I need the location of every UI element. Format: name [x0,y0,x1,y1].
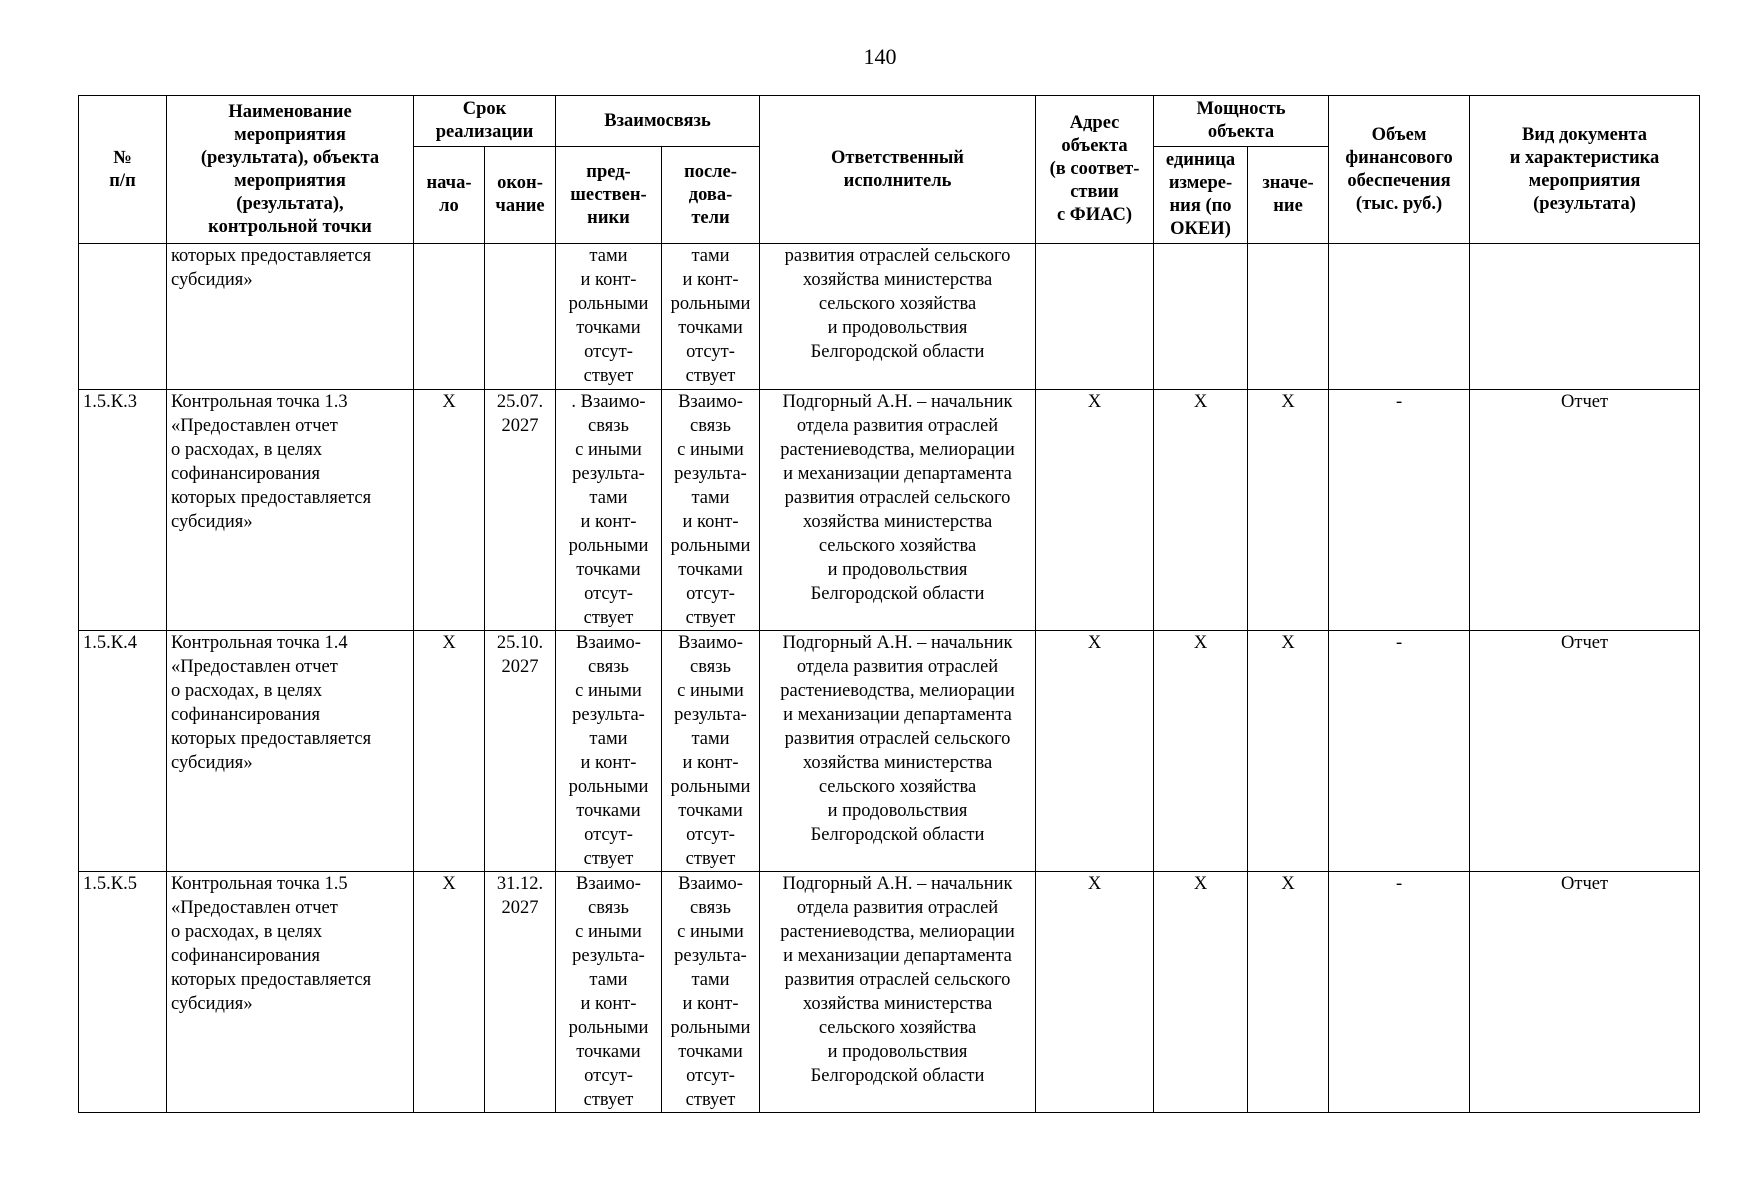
header-name: Наименование мероприятия (результата), объекта мероприятия (результата), контрольной точки [167,96,414,244]
row-value [1248,244,1329,390]
row-address [1036,244,1154,390]
page-number: 140 [863,44,897,69]
header-term: Срок реализации [414,96,556,147]
row-doc [1470,244,1700,390]
row-value: Х [1248,631,1329,872]
table-row [79,244,1700,390]
row-unit: Х [1154,390,1248,631]
row-name: Контрольная точка 1.3 «Предоставлен отчет о расходах, в целях софинансирования которых предоставляется субсидия» [167,390,414,631]
row-doc: Отчет [1470,872,1700,1113]
row-doc: Отчет [1470,631,1700,872]
header-address: Адрес объекта (в соответ- ствии с ФИАС) [1036,96,1154,244]
row-unit [1154,244,1248,390]
row-start: Х [414,872,485,1113]
row-successors: Взаимо- связь с иными результа- тами и конт- рольными точками отсут- ствует [662,631,760,872]
row-funding: - [1329,631,1470,872]
row-funding: - [1329,872,1470,1113]
row-number [79,244,167,390]
row-start: Х [414,631,485,872]
table-row [79,872,1700,1113]
row-unit: Х [1154,631,1248,872]
row-name: которых предоставляется субсидия» [167,244,414,390]
row-number: 1.5.К.5 [79,872,167,1113]
row-responsible: Подгорный А.Н. – начальник отдела развития отраслей растениеводства, мелиорации и механизации департамента развития отраслей сельского хозяйства министерства сельского хозяйства и продовольствия Белгородской области [760,390,1036,631]
row-value: Х [1248,872,1329,1113]
row-predecessors: тами и конт- рольными точками отсут- ствует [556,244,662,390]
row-start [414,244,485,390]
row-number: 1.5.К.4 [79,631,167,872]
row-number: 1.5.К.3 [79,390,167,631]
row-responsible: Подгорный А.Н. – начальник отдела развития отраслей растениеводства, мелиорации и механизации департамента развития отраслей сельского хозяйства министерства сельского хозяйства и продовольствия Белгородской области [760,631,1036,872]
header-funding: Объем финансового обеспечения (тыс. руб.) [1329,96,1470,244]
row-successors: тами и конт- рольными точками отсут- ствует [662,244,760,390]
row-responsible: развития отраслей сельского хозяйства министерства сельского хозяйства и продовольствия Белгородской области [760,244,1036,390]
header-unit: единица измере- ния (по ОКЕИ) [1154,147,1248,244]
row-predecessors: . Взаимо- связь с иными результа- тами и конт- рольными точками отсут- ствует [556,390,662,631]
row-name: Контрольная точка 1.4 «Предоставлен отчет о расходах, в целях софинансирования которых предоставляется субсидия» [167,631,414,872]
header-successors: после- дова- тели [662,147,760,244]
row-successors: Взаимо- связь с иными результа- тами и конт- рольными точками отсут- ствует [662,390,760,631]
row-predecessors: Взаимо- связь с иными результа- тами и конт- рольными точками отсут- ствует [556,872,662,1113]
header-value: значе- ние [1248,147,1329,244]
row-end: 25.07. 2027 [485,390,556,631]
row-successors: Взаимо- связь с иными результа- тами и конт- рольными точками отсут- ствует [662,872,760,1113]
row-responsible: Подгорный А.Н. – начальник отдела развития отраслей растениеводства, мелиорации и механизации департамента развития отраслей сельского хозяйства министерства сельского хозяйства и продовольствия Белгородской области [760,872,1036,1113]
row-doc: Отчет [1470,390,1700,631]
table-row [79,390,1700,631]
header-no: № п/п [79,96,167,244]
row-value: Х [1248,390,1329,631]
header-predecessors: пред- шествен- ники [556,147,662,244]
row-address: Х [1036,390,1154,631]
row-address: Х [1036,631,1154,872]
row-funding: - [1329,390,1470,631]
table-row [79,631,1700,872]
row-end: 25.10. 2027 [485,631,556,872]
row-predecessors: Взаимо- связь с иными результа- тами и конт- рольными точками отсут- ствует [556,631,662,872]
header-capacity: Мощность объекта [1154,96,1329,147]
header-doc-type: Вид документа и характеристика мероприятия (результата) [1470,96,1700,244]
row-end: 31.12. 2027 [485,872,556,1113]
header-relation: Взаимосвязь [556,96,760,147]
header-term-end: окон- чание [485,147,556,244]
header-responsible: Ответственный исполнитель [760,96,1036,244]
row-end [485,244,556,390]
row-address: Х [1036,872,1154,1113]
row-name: Контрольная точка 1.5 «Предоставлен отчет о расходах, в целях софинансирования которых предоставляется субсидия» [167,872,414,1113]
header-term-start: нача- ло [414,147,485,244]
plan-table [78,95,1700,1113]
header-row-1 [79,96,1700,147]
row-unit: Х [1154,872,1248,1113]
row-start: Х [414,390,485,631]
row-funding [1329,244,1470,390]
